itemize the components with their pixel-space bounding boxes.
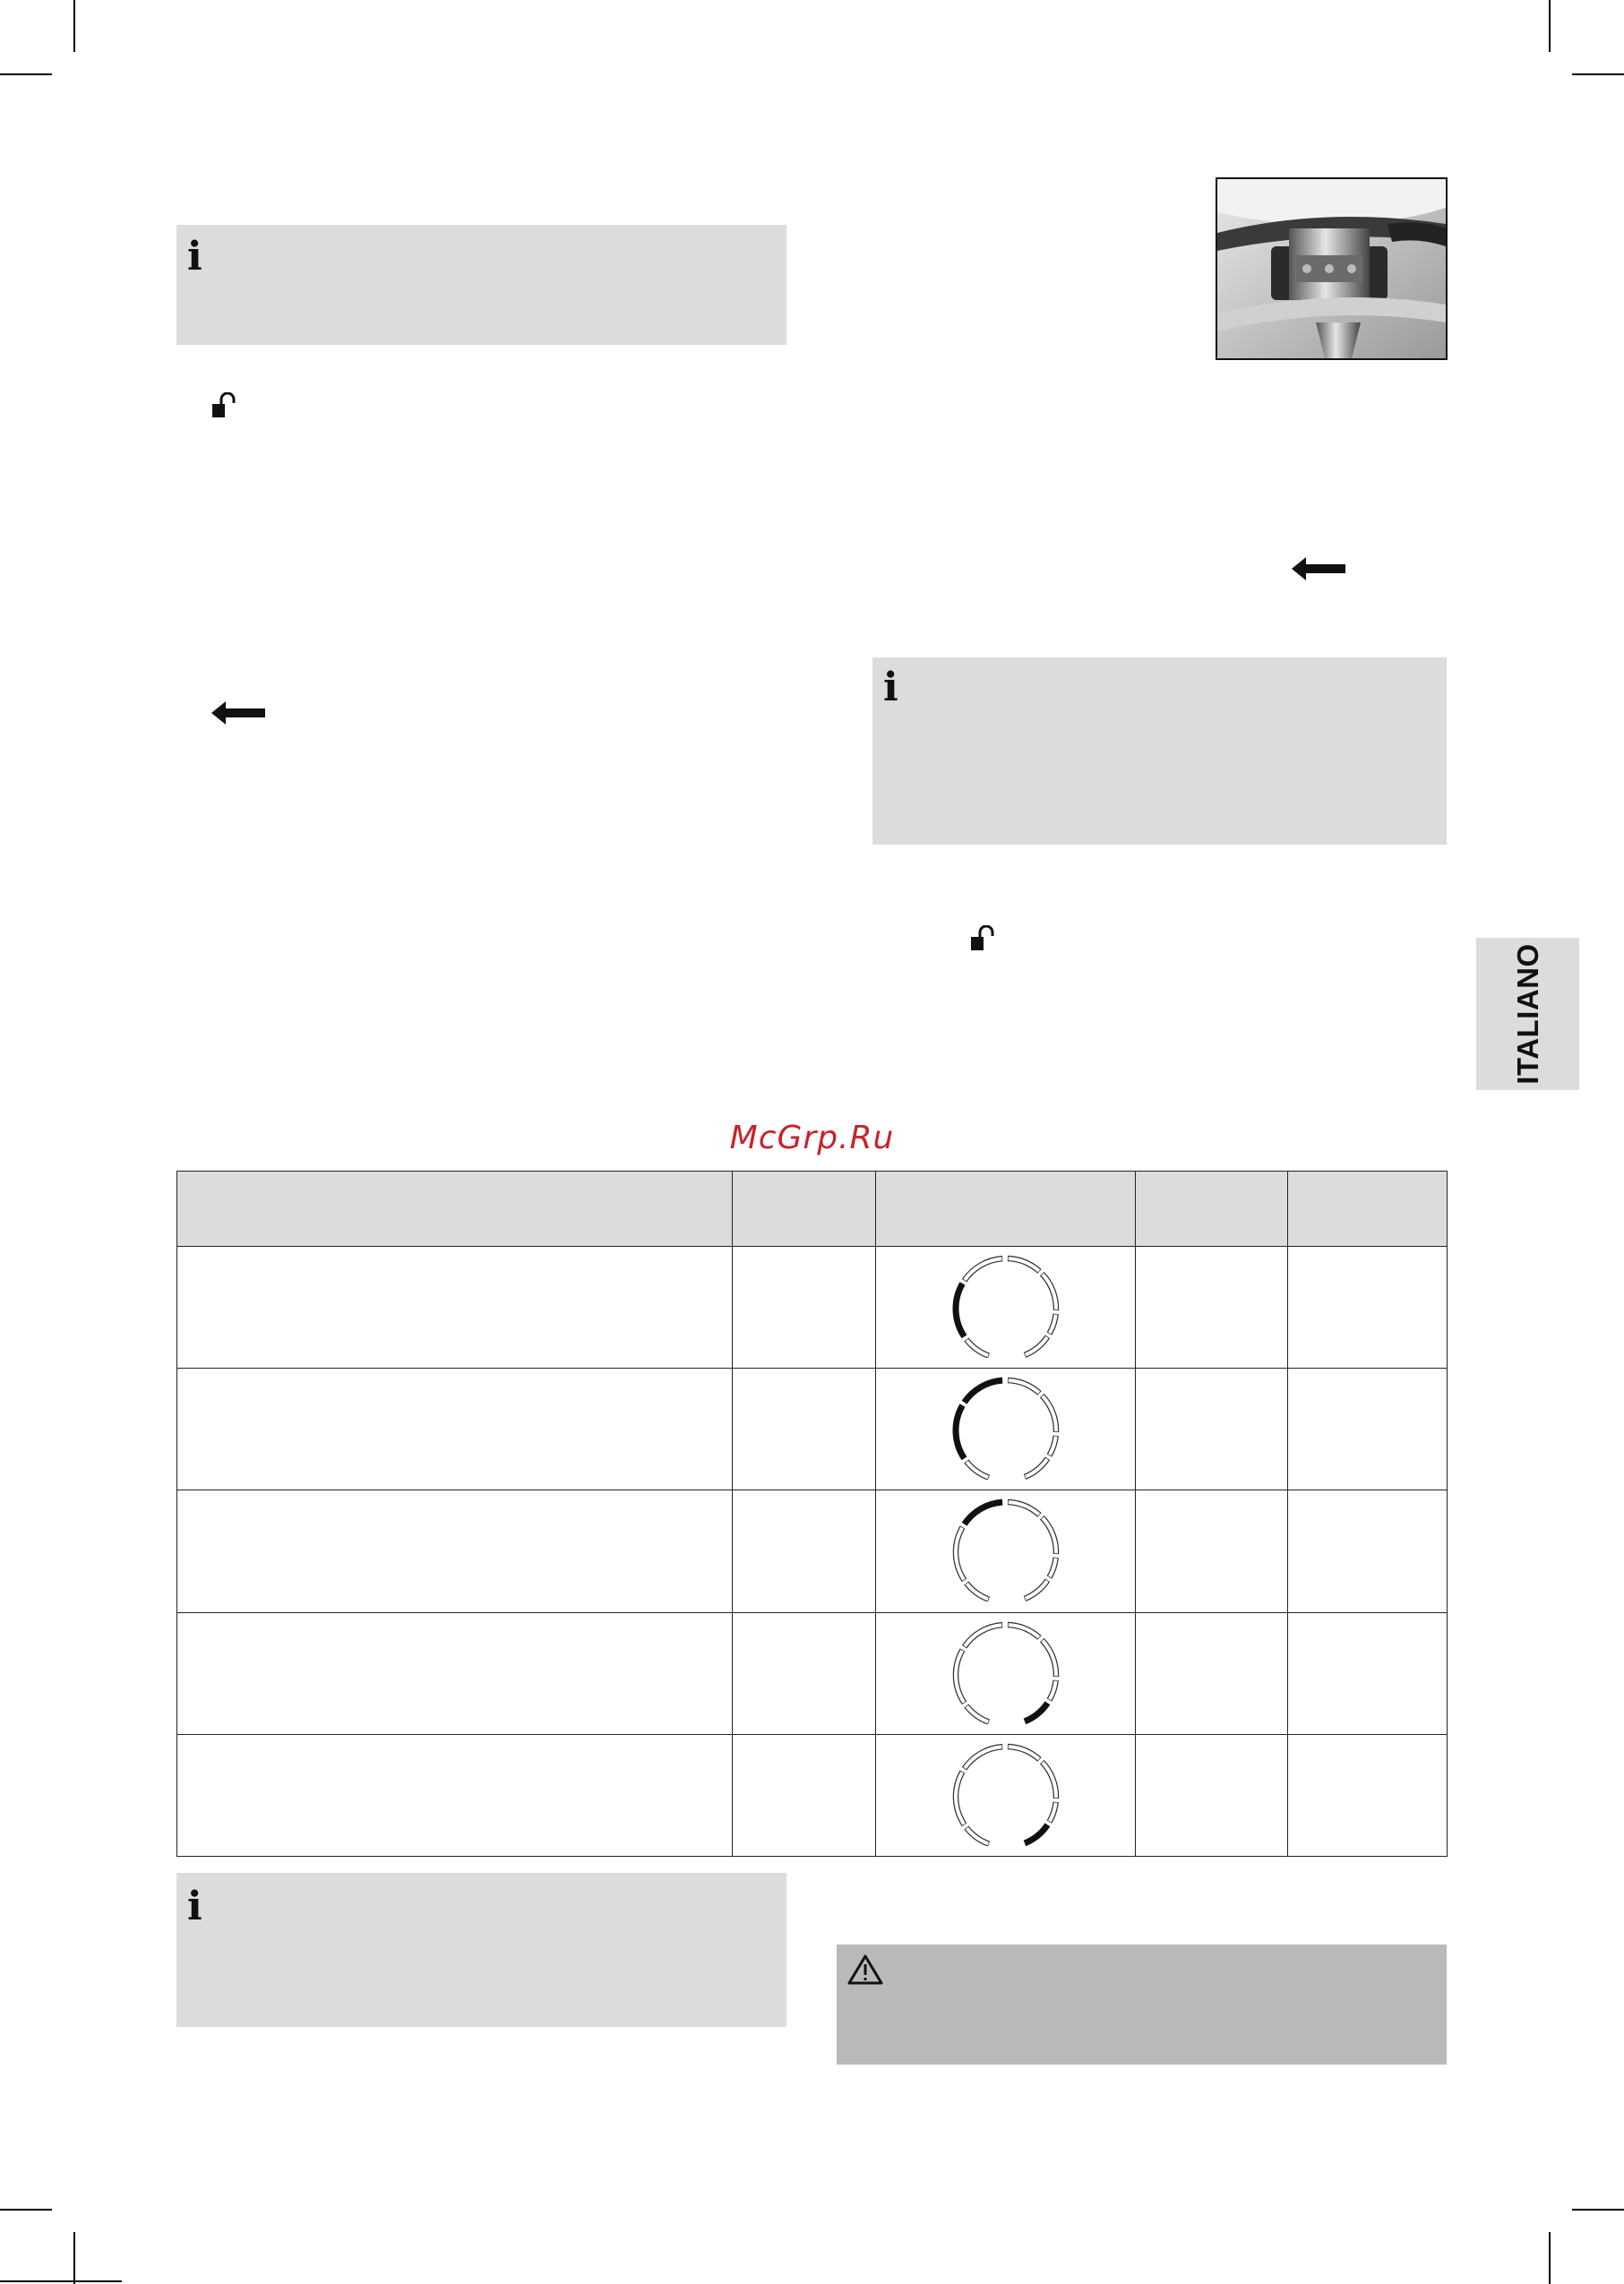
table-cell [1136,1490,1288,1612]
crop-mark [1572,73,1624,75]
dial-segment-active [1024,1825,1046,1843]
info-note-bottom-left [176,1873,786,2027]
table-row [177,1247,1448,1369]
watermark: McGrp.Ru [729,1120,895,1156]
table-header-cell [177,1172,733,1247]
table-cell [1288,1612,1448,1734]
dial-segment-active [1024,1703,1046,1722]
dial-cell [876,1247,1136,1369]
table-cell [1288,1369,1448,1490]
arrow-left-icon [211,700,267,726]
table-cell [733,1490,876,1612]
crop-mark [1549,2232,1551,2284]
info-icon: i [187,234,202,279]
info-note-middle-right [872,657,1447,845]
warning-note-bottom-right [837,1945,1447,2065]
dial-segment-active [964,1380,1002,1403]
unlock-icon [970,925,1002,952]
table-cell [1136,1612,1288,1734]
table-header-cell [1288,1172,1448,1247]
info-note-top-left [176,225,786,345]
table-cell [177,1612,733,1734]
crop-mark [0,73,52,75]
dial-cell [876,1734,1136,1856]
speed-dial-icon [939,1617,1073,1724]
table-cell [733,1734,876,1856]
table-cell [1288,1490,1448,1612]
table-cell [177,1369,733,1490]
language-tab [1476,938,1579,1090]
dial-cell [876,1369,1136,1490]
dial-segment-active [955,1284,964,1336]
table-row [177,1490,1448,1612]
speed-dial-icon [939,1739,1073,1846]
crop-mark [73,2232,75,2284]
table-cell [177,1490,733,1612]
dial-cell [876,1612,1136,1734]
table-cell [733,1612,876,1734]
warning-icon [847,1953,883,1986]
crop-mark [1549,0,1551,52]
table-header-cell [1136,1172,1288,1247]
crop-mark [73,0,75,52]
table-cell [1136,1247,1288,1369]
table-cell [1136,1734,1288,1856]
product-photo [1216,177,1448,360]
table-cell [1288,1734,1448,1856]
table-header-row [177,1172,1448,1247]
info-icon: i [187,1884,202,1929]
dial-segment-active [955,1405,964,1458]
table-cell [177,1734,733,1856]
unlock-icon [211,392,244,419]
dial-segment-active [964,1503,1002,1525]
table-row [177,1734,1448,1856]
crop-mark [0,2209,52,2211]
crop-mark [1572,2209,1624,2211]
speed-dial-icon [939,1372,1073,1480]
table-header-cell [876,1172,1136,1247]
arrow-left-icon [1292,556,1347,581]
table-cell [177,1247,733,1369]
table-row [177,1369,1448,1490]
info-icon: i [883,665,898,710]
table-header-cell [733,1172,876,1247]
dial-cell [876,1490,1136,1612]
table-cell [1136,1369,1288,1490]
table-cell [733,1247,876,1369]
table-cell [733,1369,876,1490]
table-cell [1288,1247,1448,1369]
speed-dial-icon [939,1494,1073,1601]
language-tab-label: ITALIANO [1510,943,1544,1085]
speed-dial-icon [939,1250,1073,1358]
settings-table [176,1171,1448,1857]
table-row [177,1612,1448,1734]
crop-mark [0,2280,122,2282]
